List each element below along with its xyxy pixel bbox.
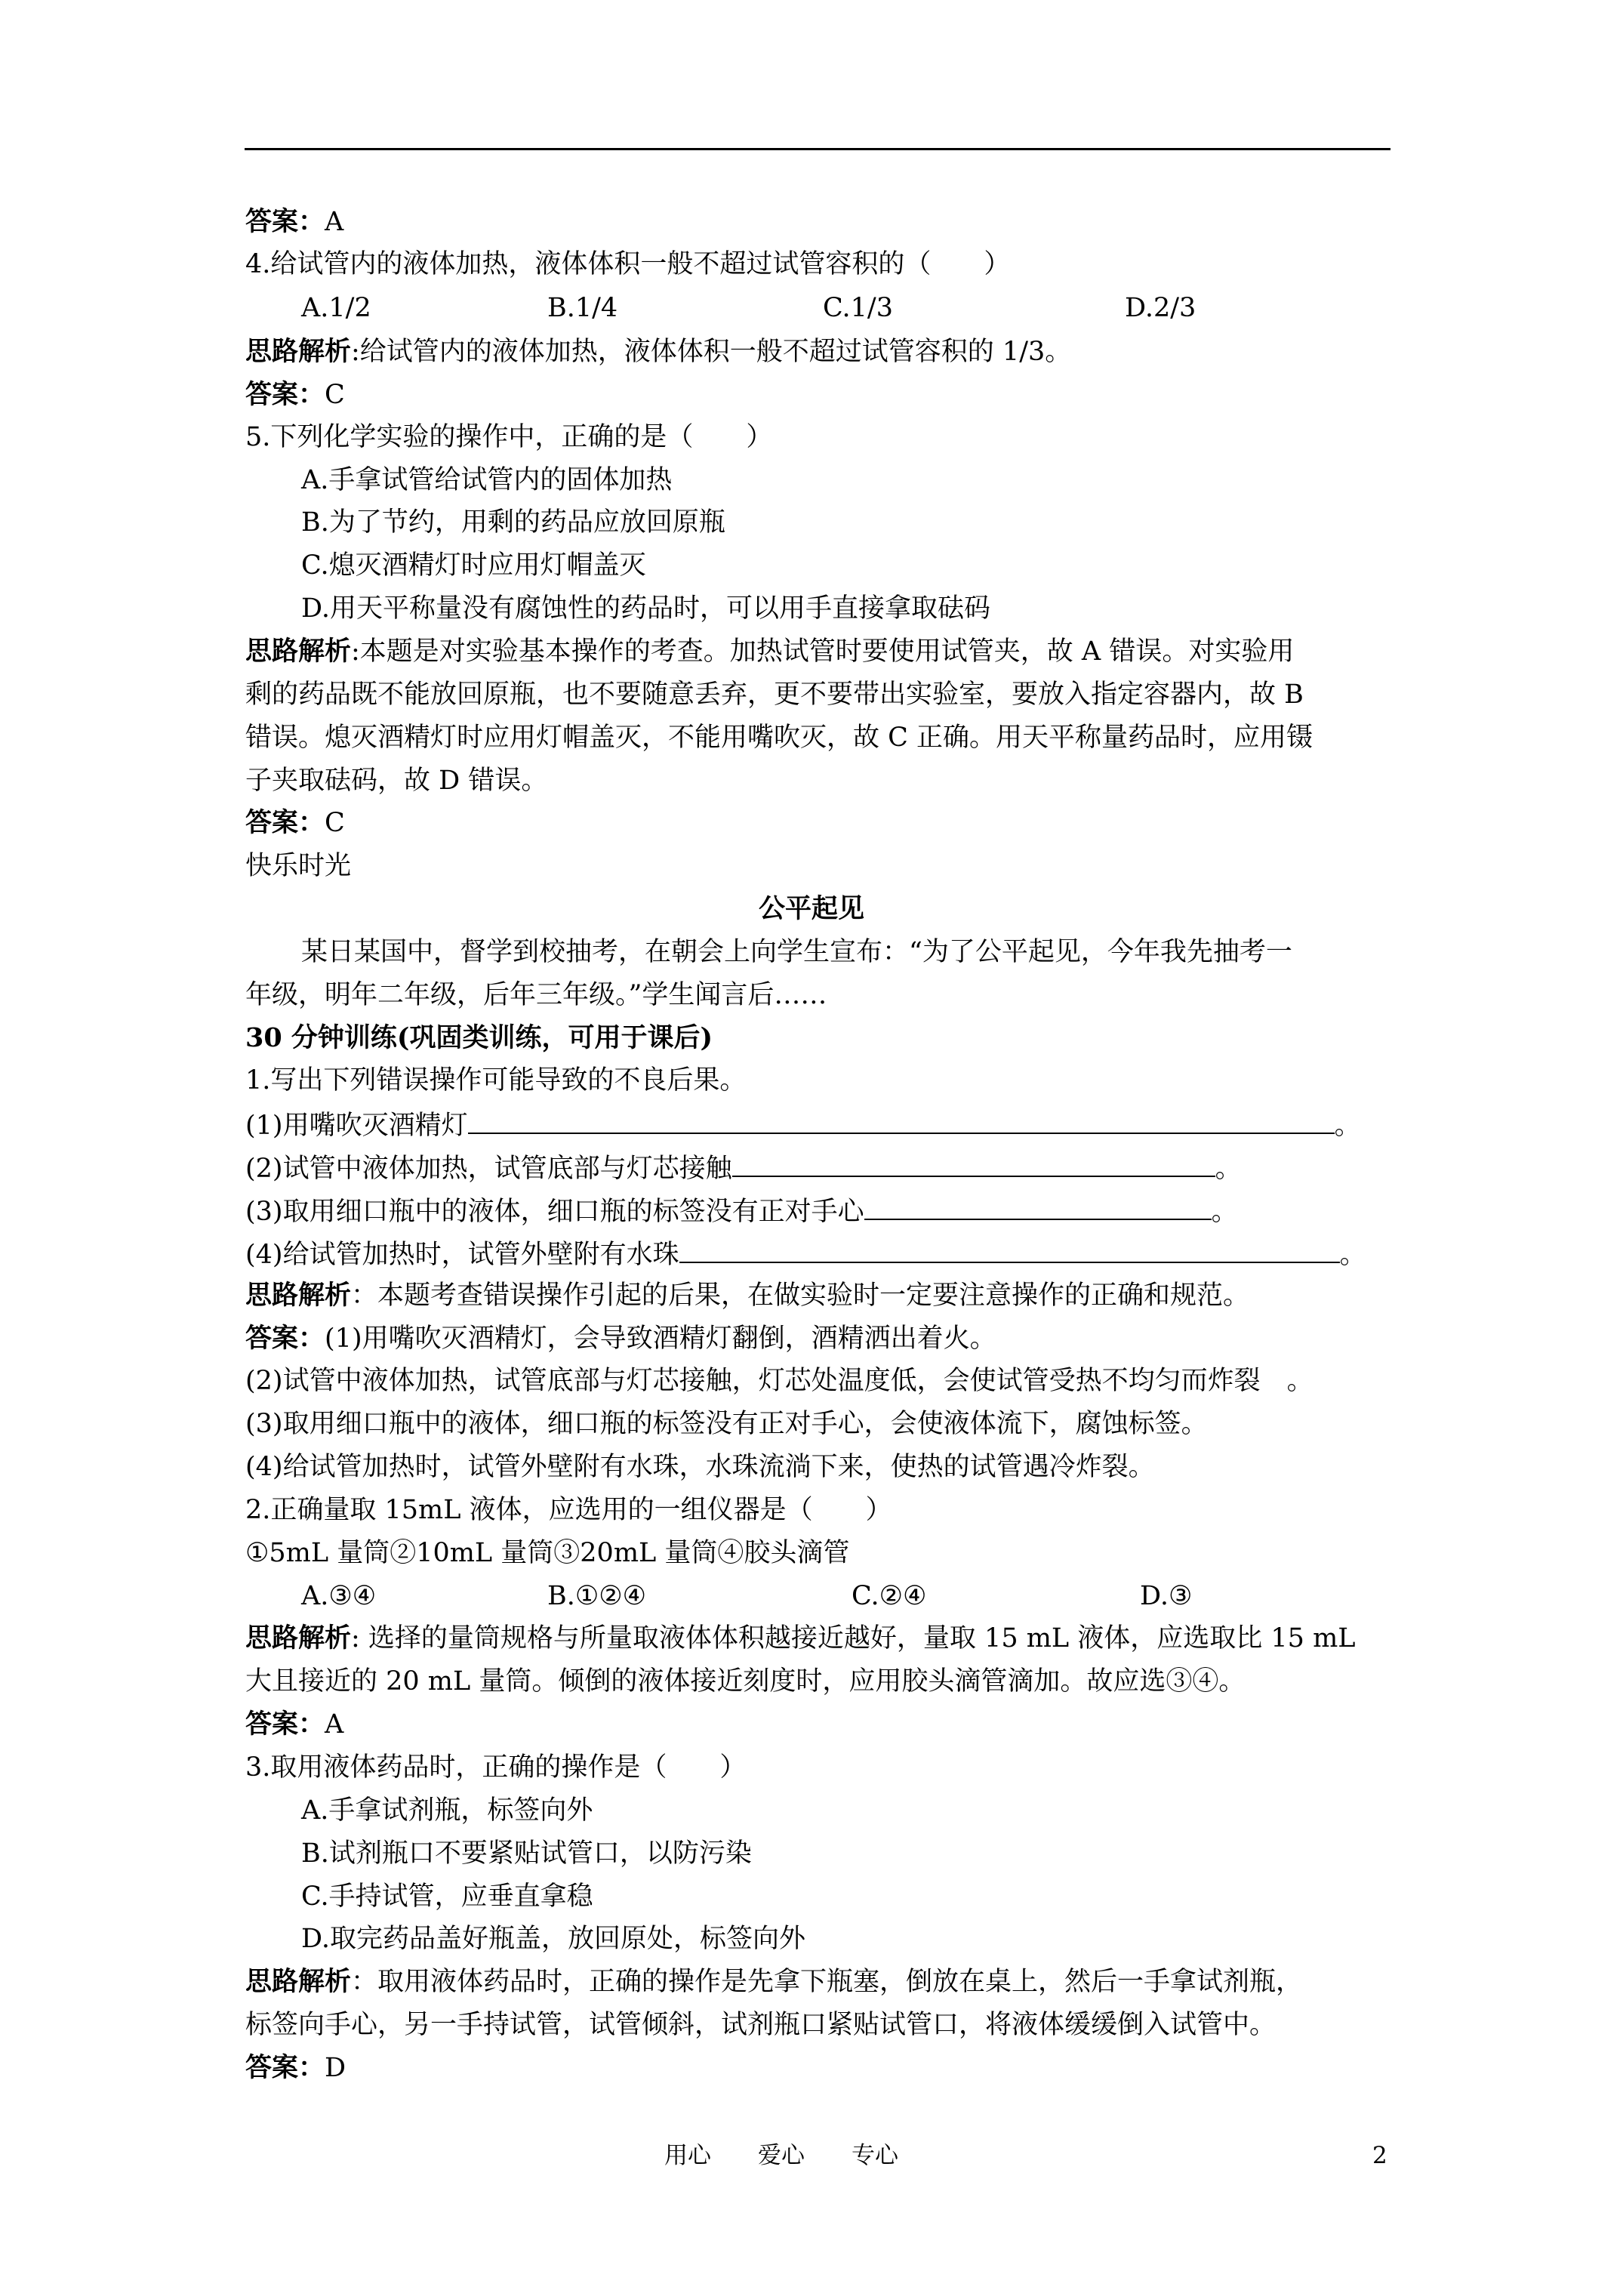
footer-motto: 用心 爱心 专心 xyxy=(664,2142,898,2169)
t2-analysis-line-1 xyxy=(245,1617,1356,1660)
answer-blank xyxy=(679,1231,1340,1263)
q5-option-a: A.手拿试管给试管内的固体加热 xyxy=(301,465,673,495)
answer-label: 答案： xyxy=(245,807,325,838)
t3-analysis-line-2: 标签向手心，另一手持试管，试管倾斜，试剂瓶口紧贴试管口，将液体缓缓倒入试管中。 xyxy=(245,2010,1277,2040)
fun-line-1: 某日某国中，督学到校抽考，在朝会上向学生宣布：“为了公平起见，今年我先抽考一 xyxy=(301,937,1292,967)
t1-answer-2 xyxy=(245,1360,1313,1402)
answer-value: A xyxy=(325,1709,344,1740)
item-end: 。 xyxy=(1215,1154,1242,1184)
item-end: 。 xyxy=(1334,1111,1361,1141)
t2-option-b: B.①②④ xyxy=(547,1581,646,1611)
answer-line xyxy=(245,201,343,243)
question-4-stem: 4.给试管内的液体加热，液体体积一般不超过试管容积的（ ） xyxy=(245,249,1011,279)
q5-analysis-line-3: 错误。熄灭酒精灯时应用灯帽盖灭，不能用嘴吹灭，故 C 正确。用天平称量药品时，应用镊 xyxy=(245,723,1313,753)
q5-option-c: C.熄灭酒精灯时应用灯帽盖灭 xyxy=(301,550,646,581)
fun-section-heading: 快乐时光 xyxy=(245,851,352,881)
fun-title: 公平起见 xyxy=(758,893,864,924)
t1-item-2 xyxy=(245,1145,1242,1190)
q5-analysis-line-4: 子夹取砝码，故 D 错误。 xyxy=(245,766,548,796)
t2-option-c: C.②④ xyxy=(852,1581,927,1611)
analysis-text: ：本题考查错误操作引起的后果，在做实验时一定要注意操作的正确和规范。 xyxy=(351,1281,1250,1311)
t2-option-a: A.③④ xyxy=(301,1581,377,1611)
q4-option-a: A.1/2 xyxy=(301,293,371,323)
header-rule xyxy=(245,148,1390,150)
q4-option-b: B.1/4 xyxy=(547,293,618,323)
analysis-label: 思路解析 xyxy=(245,1966,352,1997)
answer-text: (1)用嘴吹灭酒精灯，会导致酒精灯翻倒，酒精洒出着火。 xyxy=(325,1324,996,1354)
q5-analysis-line-1 xyxy=(245,630,1294,673)
answer-label: 答案： xyxy=(245,206,325,237)
analysis-text: ：取用液体药品时，正确的操作是先拿下瓶塞，倒放在桌上，然后一手拿试剂瓶， xyxy=(351,1967,1303,1997)
t3-stem: 3.取用液体药品时，正确的操作是（ ） xyxy=(245,1752,747,1783)
t2-stem: 2.正确量取 15mL 液体，应选用的一组仪器是（ ） xyxy=(245,1495,892,1525)
t1-item-4 xyxy=(245,1231,1366,1276)
answer-blank xyxy=(732,1145,1215,1177)
answer-label: 答案： xyxy=(245,1709,325,1740)
item-end: 。 xyxy=(1211,1197,1238,1227)
t2-analysis-line-2: 大且接近的 20 mL 量筒。倾倒的液体接近刻度时，应用胶头滴管滴加。故应选③④。 xyxy=(245,1666,1246,1697)
answer-label: 答案： xyxy=(245,2052,325,2083)
analysis-label: 思路解析 xyxy=(245,1623,352,1653)
q4-option-d: D.2/3 xyxy=(1125,293,1196,323)
t3-answer xyxy=(245,2047,346,2089)
answer-value: C xyxy=(325,380,345,410)
t1-analysis xyxy=(245,1274,1249,1317)
item-text: (1)用嘴吹灭酒精灯 xyxy=(245,1111,468,1141)
t1-item-1 xyxy=(245,1102,1361,1147)
analysis-label: 思路解析 xyxy=(245,636,352,667)
answer-value: A xyxy=(325,207,344,237)
question-5-stem: 5.下列化学实验的操作中，正确的是（ ） xyxy=(245,422,773,452)
answer-label: 答案： xyxy=(245,1323,325,1354)
t3-option-a: A.手拿试剂瓶，标签向外 xyxy=(301,1795,593,1826)
t1-item-3 xyxy=(245,1188,1238,1233)
analysis-text: :给试管内的液体加热，液体体积一般不超过试管容积的 1/3。 xyxy=(351,337,1072,367)
answer-end: 。 xyxy=(1286,1366,1313,1396)
page-number: 2 xyxy=(1372,2142,1387,2169)
answer-value: D xyxy=(325,2053,346,2083)
q5-option-b: B.为了节约，用剩的药品应放回原瓶 xyxy=(301,507,725,538)
item-text: (2)试管中液体加热，试管底部与灯芯接触 xyxy=(245,1154,732,1184)
t3-option-d: D.取完药品盖好瓶盖，放回原处，标签向外 xyxy=(301,1924,805,1954)
t3-option-b: B.试剂瓶口不要紧贴试管口，以防污染 xyxy=(301,1838,752,1869)
analysis-text: : 选择的量筒规格与所量取液体体积越接近越好，量取 15 mL 液体，应选取比 15 mL xyxy=(351,1623,1356,1653)
t1-answer-4: (4)给试管加热时，试管外壁附有水珠，水珠流淌下来，使热的试管遇冷炸裂。 xyxy=(245,1452,1155,1482)
q5-option-d: D.用天平称量没有腐蚀性的药品时，可以用手直接拿取砝码 xyxy=(301,593,990,624)
t3-analysis-line-1 xyxy=(245,1961,1302,2003)
t2-answer xyxy=(245,1703,343,1746)
answer-label: 答案： xyxy=(245,379,325,410)
q4-answer xyxy=(245,374,345,416)
answer-blank xyxy=(864,1188,1212,1220)
item-text: (3)取用细口瓶中的液体，细口瓶的标签没有正对手心 xyxy=(245,1197,864,1227)
analysis-text: :本题是对实验基本操作的考查。加热试管时要使用试管夹，故 A 错误。对实验用 xyxy=(351,636,1295,667)
answer-value: C xyxy=(325,808,345,838)
t1-answer-1 xyxy=(245,1318,996,1360)
answer-text: (2)试管中液体加热，试管底部与灯芯接触，灯芯处温度低，会使试管受热不均匀而炸裂 xyxy=(245,1366,1261,1396)
q4-option-c: C.1/3 xyxy=(823,293,893,323)
fun-line-2: 年级，明年二年级，后年三年级。”学生闻言后…… xyxy=(245,980,827,1010)
t1-stem: 1.写出下列错误操作可能导致的不良后果。 xyxy=(245,1065,747,1096)
analysis-label: 思路解析 xyxy=(245,336,352,367)
q5-answer xyxy=(245,802,345,844)
t2-instrument-list: ①5mL 量筒②10mL 量筒③20mL 量筒④胶头滴管 xyxy=(245,1538,850,1568)
t1-answer-3: (3)取用细口瓶中的液体，细口瓶的标签没有正对手心，会使液体流下，腐蚀标签。 xyxy=(245,1409,1208,1439)
t3-option-c: C.手持试管，应垂直拿稳 xyxy=(301,1881,593,1912)
item-text: (4)给试管加热时，试管外壁附有水珠 xyxy=(245,1240,679,1270)
analysis-label: 思路解析 xyxy=(245,1280,352,1311)
training-heading: 30 分钟训练(巩固类训练，可用于课后) xyxy=(245,1022,713,1053)
answer-blank xyxy=(468,1102,1335,1134)
q5-analysis-line-2: 剩的药品既不能放回原瓶，也不要随意丢弃，更不要带出实验室，要放入指定容器内，故 B xyxy=(245,680,1304,710)
item-end: 。 xyxy=(1339,1240,1366,1270)
t2-option-d: D.③ xyxy=(1140,1581,1193,1611)
q4-analysis xyxy=(245,331,1071,373)
